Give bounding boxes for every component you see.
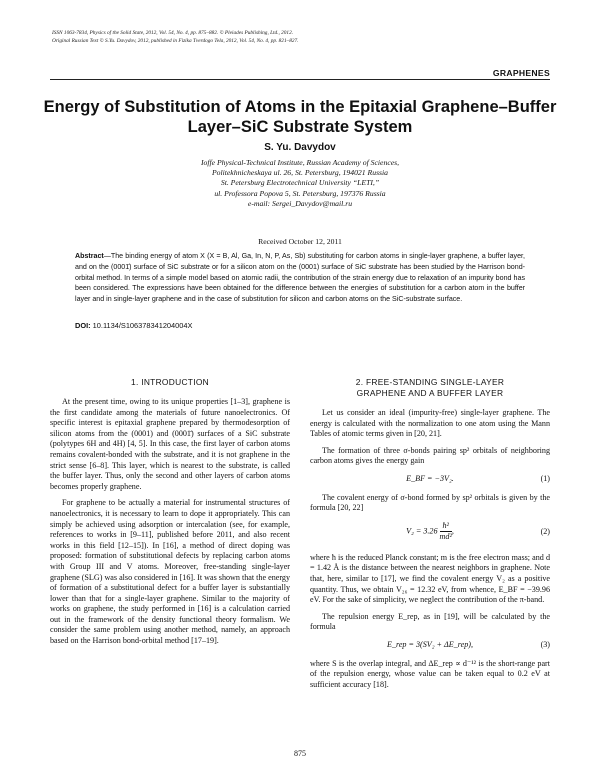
fraction-denominator: md² bbox=[439, 531, 452, 541]
abstract-text: —The binding energy of atom X (X = B, Al, Ga, In, N, P, As, Sb) substituting for carbon atoms in single-layer graphene, a buffer layer, and on the (0001̄) surface of SiC substrate or for a silicon atom on the (0001) surface of SiC substrate has been studied by the Harrison bond-orbital method. In terms of a simple model based on atomic radii, the contribution of the strain energy due to relaxation of an impurity bond has been considered. The expressions have been obtained for the difference between the energies of substitution for a carbon atom in the buffer layer and in single-layer graphene and in the case of substitution for silicon and carbon atoms on the SiC-substrate surface. bbox=[75, 252, 525, 304]
equation-number: (1) bbox=[540, 473, 550, 483]
doi-link[interactable]: 10.1134/S106378341204004X bbox=[92, 321, 193, 330]
abstract-label: Abstract bbox=[75, 252, 104, 260]
heading-line: GRAPHENE AND A BUFFER LAYER bbox=[356, 388, 504, 398]
section-heading-introduction: 1. INTRODUCTION bbox=[130, 377, 209, 387]
equation-number: (2) bbox=[540, 526, 550, 536]
equation-body: E_BF = −3V₂. bbox=[406, 473, 454, 483]
received-date: Received October 12, 2011 bbox=[258, 237, 342, 246]
journal-header bbox=[52, 29, 299, 45]
paragraph: For graphene to be actually a material for instrumental structures of nanoelectronics, it is necessary to learn to dope it appropriately. This can simply be achieved using adsorption or intercalation (see, for example, references to works in [9–11], published before 2011, and also recent works in this field [12–15]). In [16], a method of direct doping was proposed: formation of substitutional defects by replacing carbon atoms with Group III and V atoms. Moreover, free-standing single-layer graphene (SLG) was also considered in [16]. It was shown that the energy of formation of a substitutional defect for a buffer layer is substantially lower than that for a single-layer graphene. Similar to the majority of works on graphene, the study performed in [16] is a calculation carried out in the framework of the density functional theory formalism. We consider the same problem using another method, namely, an approach based on the Harrison bond-orbital method [17–19]. bbox=[50, 498, 290, 646]
equation-body: E_rep = 3(SV₂ + ΔE_rep), bbox=[387, 639, 473, 649]
doi-label: DOI: bbox=[75, 321, 91, 330]
page-number: 875 bbox=[294, 749, 306, 758]
equation-1 bbox=[310, 474, 550, 485]
affiliation-line: Politekhnicheskaya ul. 26, St. Petersburg, 194021 Russia bbox=[211, 168, 389, 178]
section-heading-free-standing bbox=[310, 377, 550, 399]
equation-fraction bbox=[440, 521, 452, 542]
author-name: S. Yu. Davydov bbox=[264, 142, 336, 153]
doi-line bbox=[75, 321, 192, 330]
paragraph: The formation of three σ-bonds pairing sp² orbitals of neighboring carbon atoms gives the energy gain bbox=[310, 445, 550, 466]
right-column bbox=[310, 377, 550, 696]
paragraph: where S is the overlap integral, and ΔE_rep ∝ d⁻¹² is the short-range part of the repulsion energy, whose value can be taken equal to 0.2 eV at sufficient accuracy [18]. bbox=[310, 658, 550, 689]
paragraph: At the present time, owing to its unique properties [1–3], graphene is the first candidate among the materials of future nanoelectronics. Of specific interest is epitaxial graphene prepared by thermodesorption of silicon atoms from the (0001) and (0001̄) surfaces of a SiC substrate (polytypes 6H and 4H) [4, 5]. In this case, the first layer of carbon atoms remains covalent-bonded with the substrate, and it is not graphene in the strict sense [6–8]. This layer, which is nearest to the substrate, is called the buffer layer. Thus, only the second and other layers of carbon atoms becomes properly graphene. bbox=[50, 397, 290, 491]
equation-number: (3) bbox=[540, 639, 550, 649]
paragraph: Let us consider an ideal (impurity-free) single-layer graphene. The energy is calculated with the normalization to one atom using the Mann Tables of atomic terms given in [20, 21]. bbox=[310, 408, 550, 439]
affiliation-line: St. Petersburg Electrotechnical University “LETI,” bbox=[220, 178, 380, 188]
fraction-numerator: ħ² bbox=[440, 521, 452, 532]
paragraph: The repulsion energy E_rep, as in [19], will be calculated by the formula bbox=[310, 611, 550, 632]
equation-3 bbox=[310, 640, 550, 651]
paragraph: where ħ is the reduced Planck constant; m is the free electron mass; and d = 1.42 Å is the distance between the nearest neighbors in graphene. Note that, here, similar to [17], we find the covalent energy V₂ as a positive quantity. Thus, we obtain V₂₆ = 12.32 eV, from whence, E_BF = −39.96 eV. For the sake of simplicity, we neglect the contribution of the π-band. bbox=[310, 552, 550, 605]
left-column bbox=[50, 377, 290, 653]
equation-tail: , bbox=[451, 526, 454, 536]
heading-line: 2. FREE-STANDING SINGLE-LAYER bbox=[355, 377, 505, 387]
header-rule bbox=[50, 79, 550, 80]
section-tag: GRAPHENES bbox=[492, 68, 550, 78]
abstract bbox=[75, 251, 525, 305]
header-line-2: Original Russian Text © S.Yu. Davydov, 2012, published in Fizika Tverdogo Tela, 2012, Vol. 54, No. 4, pp. 821–827. bbox=[52, 38, 299, 44]
paragraph: The covalent energy of σ-bond formed by sp² orbitals is given by the formula [20, 22] bbox=[310, 492, 550, 513]
header-line-1: ISSN 1063-7834, Physics of the Solid State, 2012, Vol. 54, No. 4, pp. 875–882. © Pleiades Publishing, Ltd., 2012. bbox=[52, 30, 294, 36]
email-line[interactable]: e-mail: Sergei_Davydov@mail.ru bbox=[247, 198, 353, 208]
affiliation-block bbox=[0, 158, 600, 209]
paper-title: Energy of Substitution of Atoms in the Epitaxial Graphene–Buffer Layer–SiC Substrate System bbox=[43, 98, 557, 136]
equation-2 bbox=[310, 521, 550, 545]
affiliation-line: ul. Professora Popova 5, St. Petersburg, 197376 Russia bbox=[214, 188, 386, 198]
affiliation-line: Ioffe Physical-Technical Institute, Russian Academy of Sciences, bbox=[200, 158, 400, 167]
equation-lhs: V₂ = 3.26 bbox=[406, 526, 438, 536]
